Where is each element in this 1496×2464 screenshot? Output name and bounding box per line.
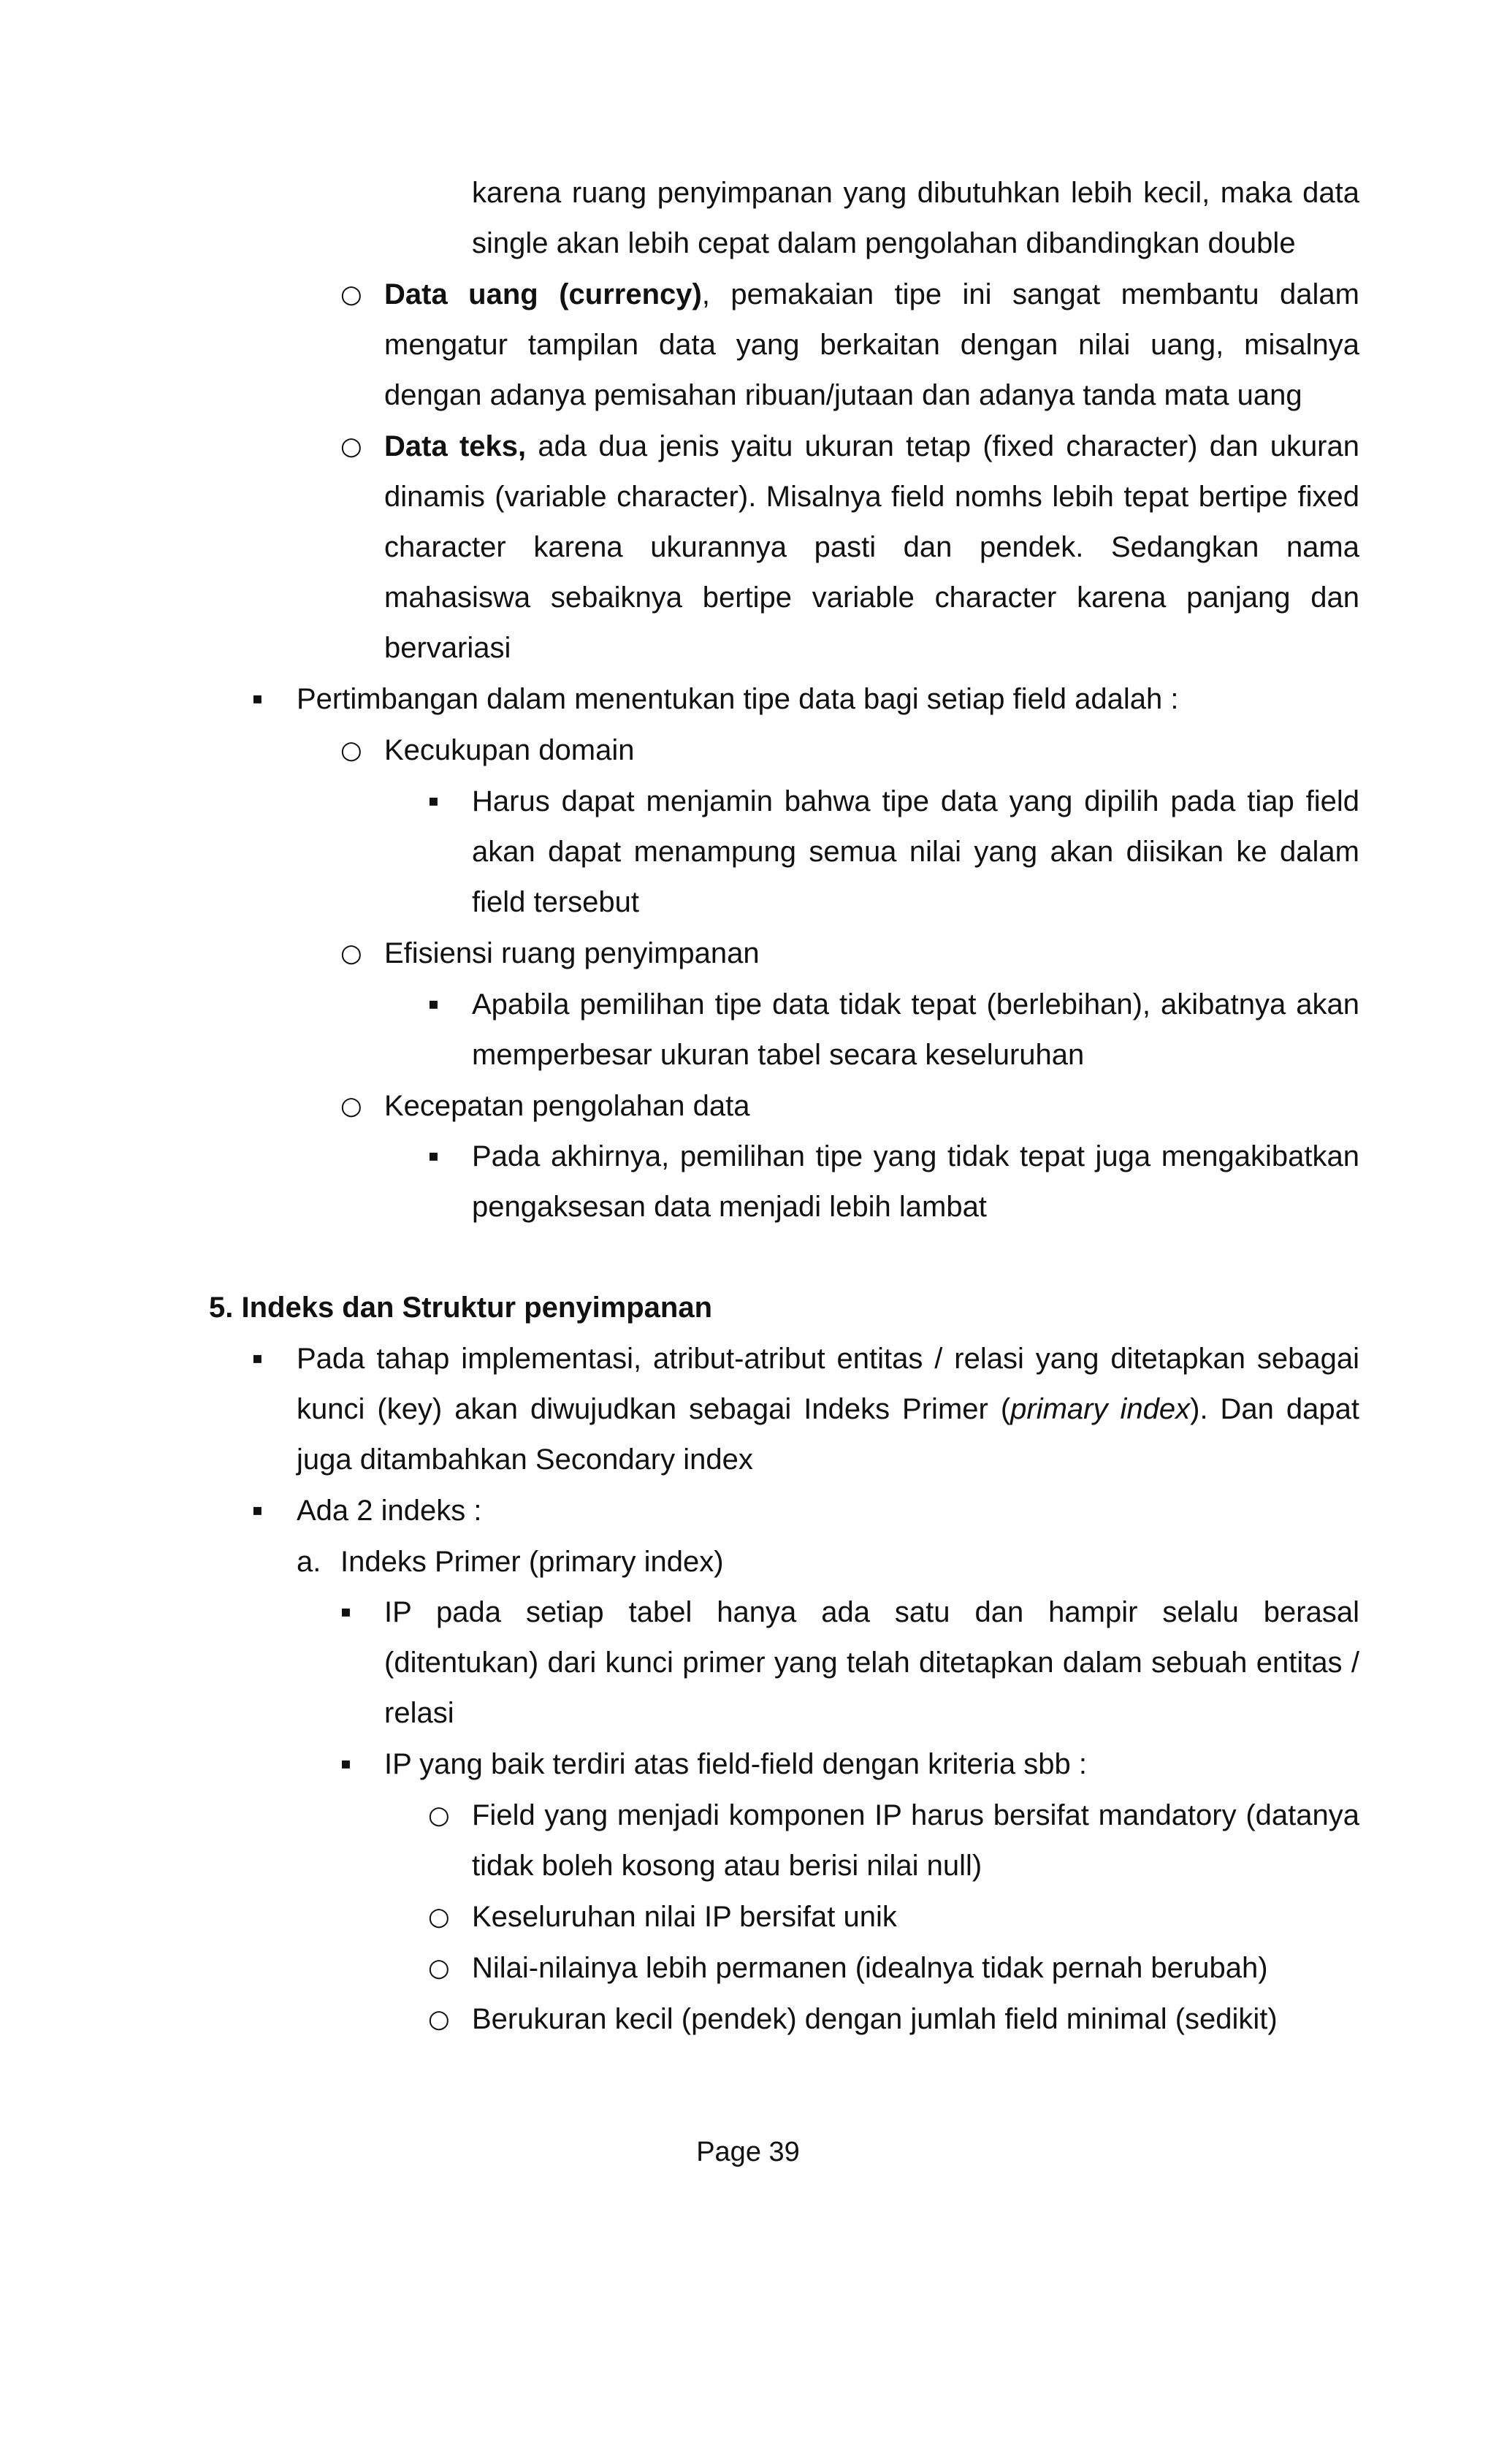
data-teks-line-1: Data teks, ada dua jenis yaitu ukuran tetap (fixed character) dan ukuran [384,430,1359,462]
kecepatan-line-1: Pada akhirnya, pemilihan tipe yang tidak tepat juga mengakibatkan [472,1140,1359,1172]
square-bullet-icon: ▪ [252,1501,263,1519]
square-bullet-icon: ▪ [428,995,439,1013]
circle-bullet-icon: ○ [340,939,362,968]
intro-line-2: single akan lebih cepat dalam pengolahan dibandingkan double [472,227,1296,259]
ip-satu-line-2: (ditentukan) dari kunci primer yang telah ditetapkan dalam sebuah entitas / [384,1647,1359,1679]
circle-bullet-icon: ○ [428,1801,450,1830]
criteria-mandatory-line-2: tidak boleh kosong atau berisi nilai null) [472,1850,982,1882]
data-uang-line-1: Data uang (currency), pemakaian tipe ini sangat membantu dalam [384,278,1359,310]
ip-baik-text: IP yang baik terdiri atas field-field dengan kriteria sbb : [384,1748,1088,1780]
criteria-permanen: Nilai-nilainya lebih permanen (idealnya tidak pernah berubah) [472,1952,1268,1984]
circle-bullet-icon: ○ [340,736,362,765]
circle-bullet-icon: ○ [428,1953,450,1983]
data-teks-line-2: dinamis (variable character). Misalnya field nomhs lebih tepat bertipe fixed [384,481,1359,513]
implementasi-line-3: juga ditambahkan Secondary index [297,1443,753,1476]
circle-bullet-icon: ○ [340,280,362,309]
item-title-efisiensi: Efisiensi ruang penyimpanan [384,937,760,969]
ip-satu-line-3: relasi [384,1697,454,1729]
criteria-unik: Keseluruhan nilai IP bersifat unik [472,1901,897,1933]
criteria-kecil: Berukuran kecil (pendek) dengan jumlah field minimal (sedikit) [472,2003,1278,2035]
circle-bullet-icon: ○ [428,1902,450,1931]
kecukupan-line-2: akan dapat menampung semua nilai yang akan diisikan ke dalam [472,836,1359,868]
ip-satu-line-1: IP pada setiap tabel hanya ada satu dan hampir selalu berasal [384,1596,1359,1628]
ada-2-indeks: Ada 2 indeks : [297,1495,482,1527]
square-bullet-icon: ▪ [428,792,439,810]
criteria-mandatory-line-1: Field yang menjadi komponen IP harus bersifat mandatory (datanya [472,1799,1359,1831]
data-teks-line-4: mahasiswa sebaiknya bertipe variable character karena panjang dan [384,581,1359,614]
implementasi-line-2: kunci (key) akan diwujudkan sebagai Indeks Primer (primary index). Dan dapat [297,1393,1360,1425]
data-teks-line-5: bervariasi [384,632,511,664]
list-marker-a: a. [297,1546,321,1578]
section-heading: 5. Indeks dan Struktur penyimpanan [209,1292,713,1324]
square-bullet-icon: ▪ [428,1147,439,1165]
efisiensi-line-1: Apabila pemilihan tipe data tidak tepat (berlebihan), akibatnya akan [472,988,1359,1021]
square-bullet-icon: ▪ [252,690,263,708]
page-number: Page 39 [696,2137,800,2167]
data-uang-line-2: mengatur tampilan data yang berkaitan dengan nilai uang, misalnya [384,329,1359,361]
kecukupan-line-1: Harus dapat menjamin bahwa tipe data yang dipilih pada tiap field [472,785,1359,817]
square-bullet-icon: ▪ [340,1603,351,1621]
efisiensi-line-2: memperbesar ukuran tabel secara keseluruhan [472,1039,1085,1071]
square-bullet-icon: ▪ [252,1349,263,1368]
kecepatan-line-2: pengaksesan data menjadi lebih lambat [472,1191,987,1223]
primary-index-term: primary index [1010,1393,1191,1425]
data-uang-term: Data uang (currency) [384,278,702,310]
circle-bullet-icon: ○ [340,432,362,461]
data-teks-term: Data teks, [384,430,527,462]
item-title-kecepatan: Kecepatan pengolahan data [384,1090,750,1122]
kecukupan-line-3: field tersebut [472,886,640,918]
pertimbangan-text: Pertimbangan dalam menentukan tipe data bagi setiap field adalah : [297,683,1179,715]
item-title-kecukupan: Kecukupan domain [384,734,635,766]
data-teks-line-3: character karena ukurannya pasti dan pendek. Sedangkan nama [384,531,1359,563]
circle-bullet-icon: ○ [340,1091,362,1121]
implementasi-line-1: Pada tahap implementasi, atribut-atribut entitas / relasi yang ditetapkan sebagai [297,1343,1359,1375]
data-uang-line-3: dengan adanya pemisahan ribuan/jutaan dan adanya tanda mata uang [384,379,1302,411]
indeks-primer-title: Indeks Primer (primary index) [340,1546,724,1578]
square-bullet-icon: ▪ [340,1755,351,1773]
circle-bullet-icon: ○ [428,2005,450,2034]
intro-line-1: karena ruang penyimpanan yang dibutuhkan lebih kecil, maka data [472,177,1359,209]
